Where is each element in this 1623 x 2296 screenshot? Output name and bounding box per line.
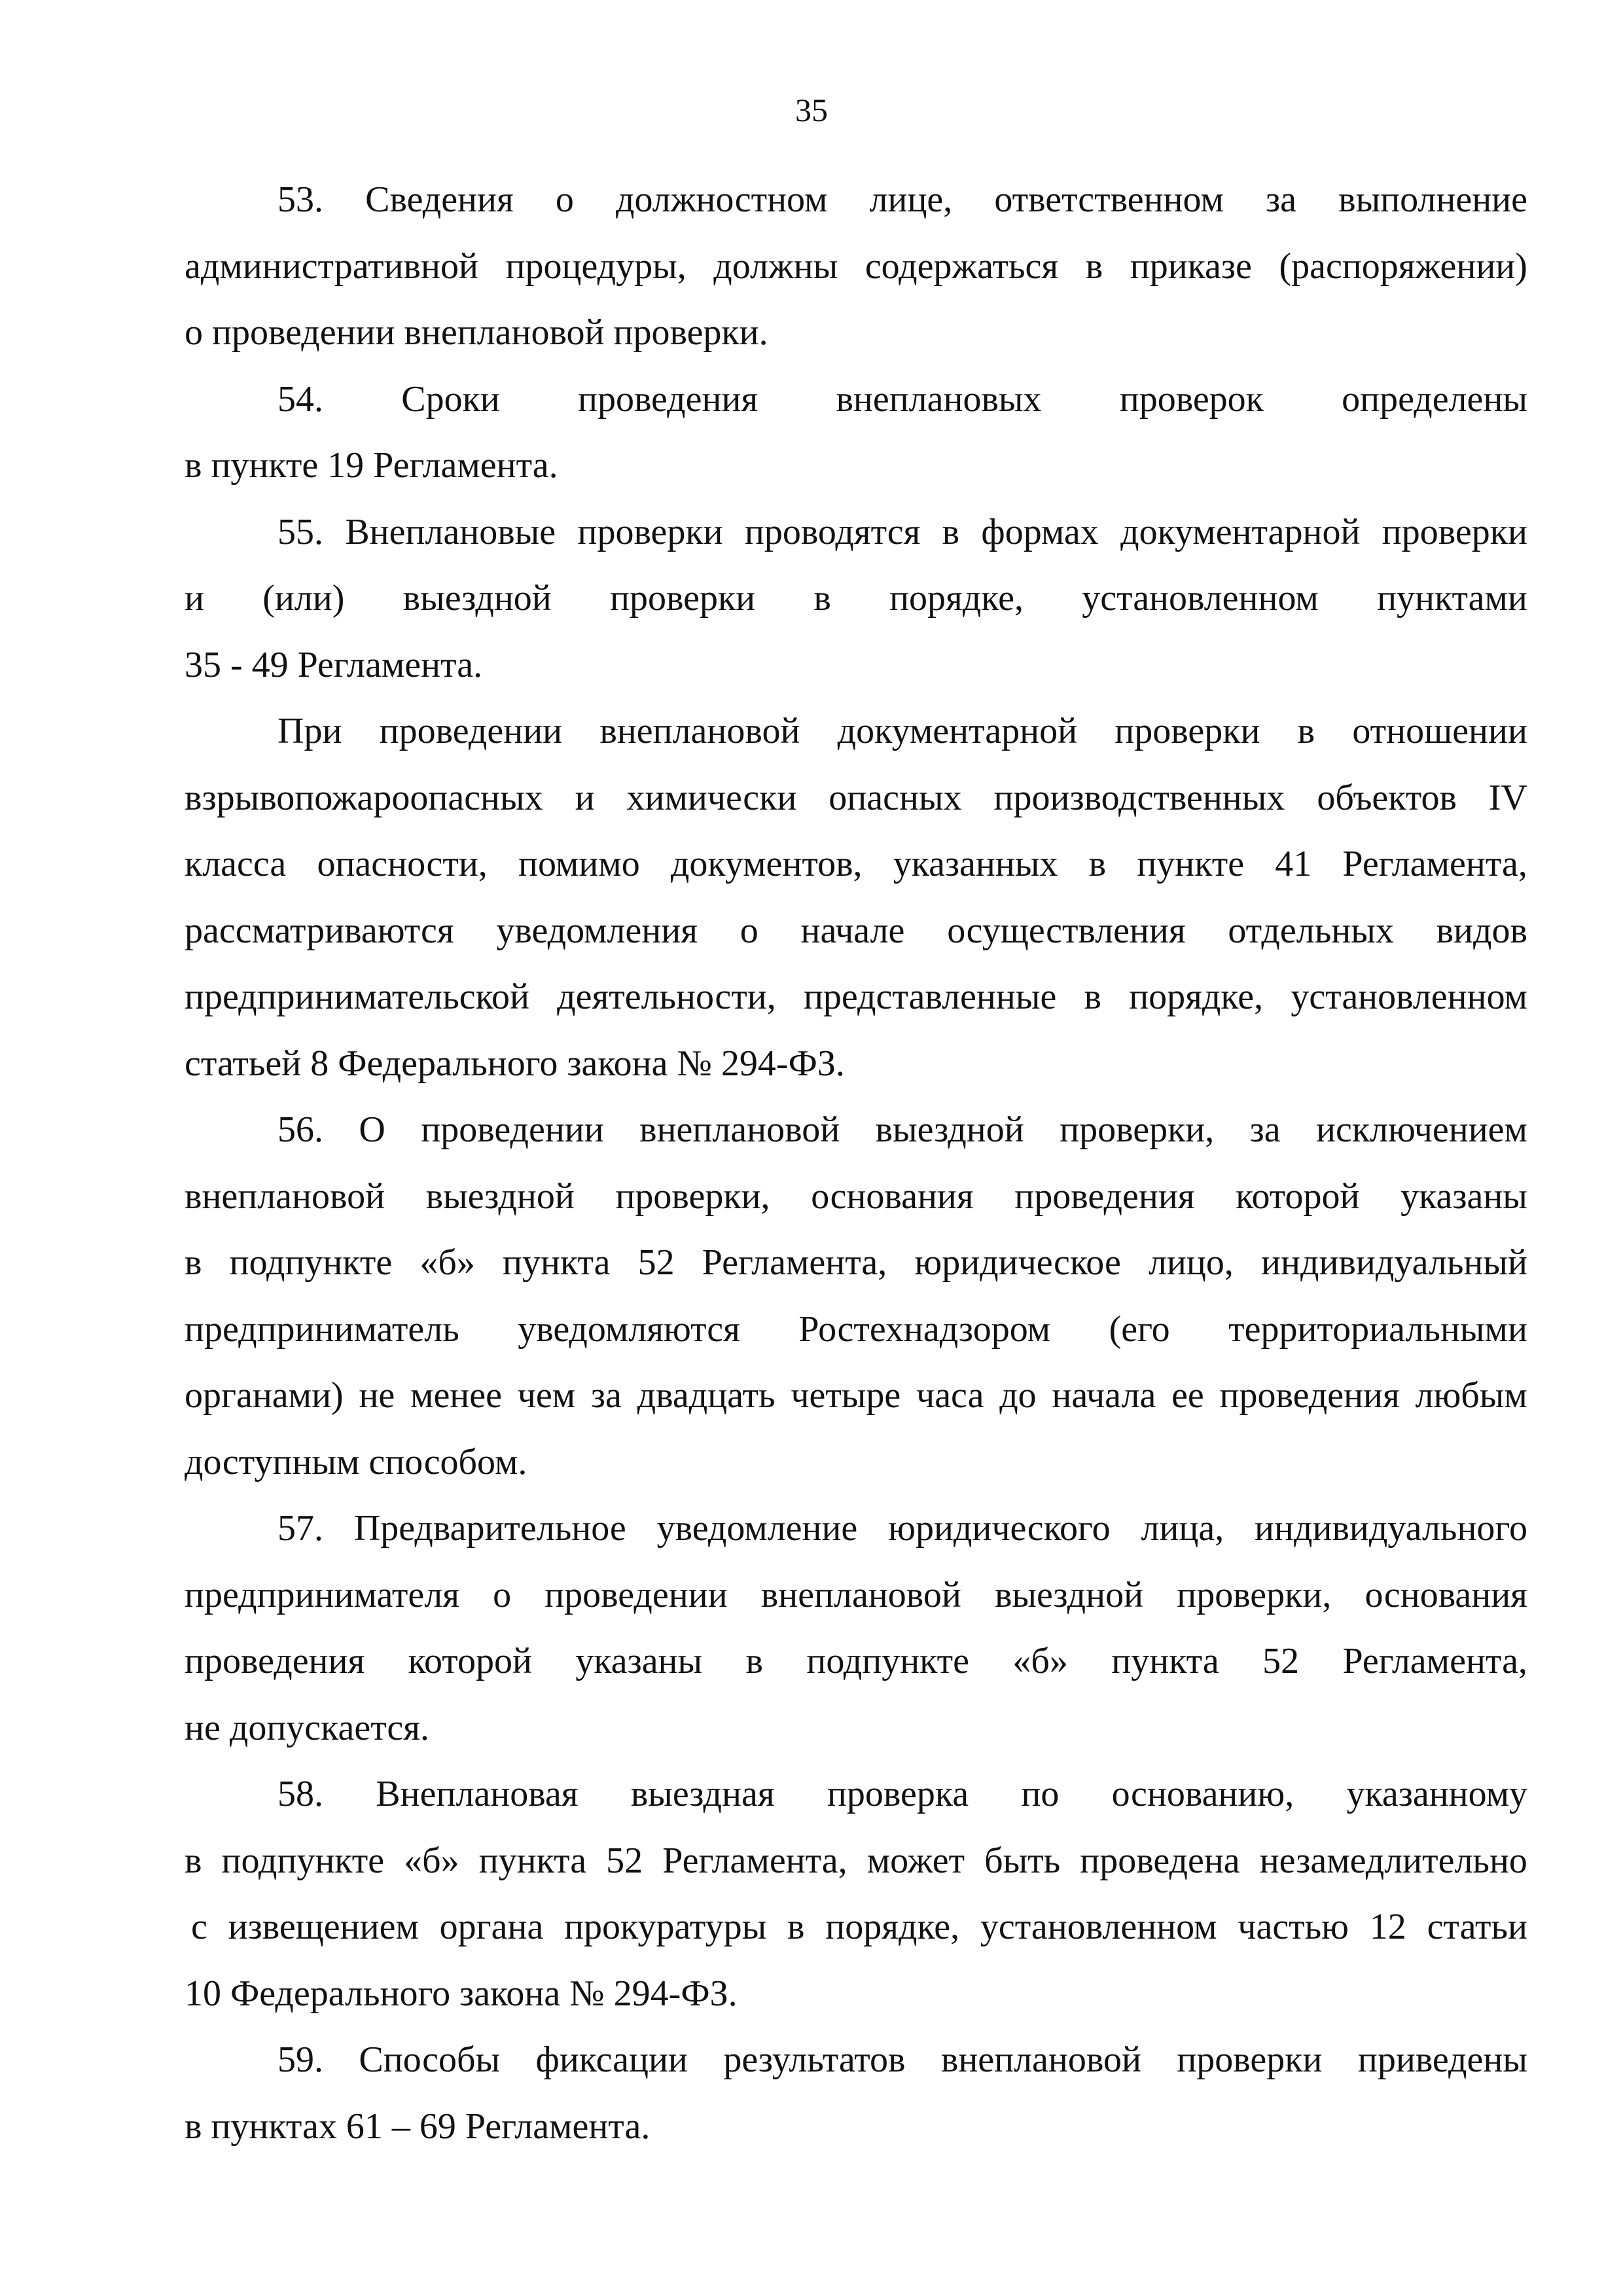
word: по (1021, 1774, 1060, 1814)
word: содержаться (865, 245, 1059, 287)
word: 52 (637, 1242, 675, 1283)
word: порядке, (1129, 977, 1264, 1017)
word: индивидуального (1255, 1508, 1527, 1549)
word: «б» (1012, 1641, 1068, 1681)
word: внеплановой (639, 1109, 840, 1150)
word: Регламента, (1342, 844, 1527, 884)
word: 58. (277, 1774, 323, 1814)
word: в (1085, 245, 1103, 287)
word: результатов (723, 2039, 906, 2080)
word: подпункте (221, 1840, 385, 1881)
word: химически (626, 777, 797, 818)
word: в (942, 511, 960, 552)
word: Регламента, (662, 1840, 847, 1881)
word: в (813, 578, 831, 619)
word: проводятся (744, 511, 921, 552)
paragraph-56 (185, 1097, 1527, 1496)
text-line (185, 831, 1527, 898)
text-line: статьей 8 Федерального закона № 294-ФЗ. (185, 1043, 845, 1084)
word: основанию, (1111, 1774, 1294, 1814)
word: о (740, 910, 758, 951)
word: 54. (277, 378, 323, 420)
word: проведения (1014, 1175, 1195, 1217)
word: деятельности, (557, 977, 776, 1017)
text-line: 10 Федерального закона № 294-ФЗ. (185, 1973, 738, 2014)
text-line (185, 1562, 1527, 1629)
word: которой (408, 1641, 532, 1681)
word: 56. (277, 1109, 323, 1150)
word: О (359, 1109, 385, 1150)
word: быть (984, 1840, 1061, 1881)
word: проверки, (615, 1175, 770, 1217)
word: лица, (1141, 1508, 1224, 1549)
word: выездной (994, 1574, 1144, 1615)
word: При (277, 711, 342, 751)
word: документов, (670, 844, 863, 884)
word: в (1084, 977, 1101, 1017)
word: территориальными (1228, 1308, 1527, 1350)
word: пункте (1137, 844, 1245, 884)
word: чем (517, 1375, 576, 1416)
word: фиксации (535, 2039, 688, 2080)
text-line (185, 698, 1527, 765)
word: формах (981, 511, 1099, 552)
word: осуществления (947, 910, 1186, 951)
word: менее (410, 1375, 502, 1416)
word: в (1088, 844, 1107, 884)
word: незамедлительно (1259, 1840, 1527, 1881)
word: часа (916, 1375, 984, 1416)
text-line (185, 1297, 1527, 1363)
paragraph-59 (185, 2027, 1527, 2160)
word: предпринимателя (185, 1574, 459, 1615)
word: уведомляются (518, 1308, 740, 1350)
word: частью (1238, 1907, 1349, 1947)
text-line: не допускается. (185, 1707, 429, 1748)
word: двадцать (637, 1375, 776, 1416)
text-line: в пунктах 61 – 69 Регламента. (185, 2106, 651, 2147)
text-line (185, 1828, 1527, 1895)
word: юридического (888, 1508, 1111, 1549)
word: о (493, 1574, 512, 1615)
word: в (185, 1840, 202, 1881)
word: и (185, 578, 204, 619)
text-line: о проведении внеплановой проверки. (185, 312, 768, 353)
word: основания (811, 1175, 974, 1217)
word: внеплановой (185, 1175, 385, 1217)
word: пунктами (1377, 578, 1527, 619)
word: административной (185, 245, 478, 287)
text-line (185, 1097, 1527, 1164)
word: порядке, (889, 578, 1024, 619)
word: четыре (791, 1375, 901, 1416)
word: индивидуальный (1261, 1242, 1527, 1283)
text-line (185, 234, 1527, 300)
text-line (185, 1761, 1527, 1828)
document-body (185, 167, 1527, 2160)
word: 53. (277, 179, 323, 220)
paragraph-55-continued (185, 698, 1527, 1097)
text-line: 35 - 49 Регламента. (185, 644, 483, 685)
text-line: в пункте 19 Регламента. (185, 445, 558, 486)
word: должны (713, 245, 838, 287)
word: определены (1342, 378, 1527, 420)
word: проверки, (1177, 1574, 1332, 1615)
word: с (191, 1907, 207, 1947)
word: порядке, (825, 1907, 960, 1947)
word: 59. (277, 2039, 323, 2080)
word: проведена (1080, 1840, 1240, 1881)
word: указаны (1400, 1175, 1527, 1217)
word: проверки (610, 578, 756, 619)
word: лице, (869, 179, 953, 220)
word: Внеплановые (345, 511, 556, 552)
text-line (185, 1164, 1527, 1230)
word: Внеплановая (376, 1774, 579, 1814)
text-line (185, 499, 1527, 566)
text-line (185, 964, 1527, 1031)
word: приказе (1130, 245, 1252, 287)
word: видов (1436, 910, 1527, 951)
word: подпункте (806, 1641, 969, 1681)
word: Регламента, (1342, 1641, 1527, 1681)
word: (распоряжении) (1279, 245, 1527, 287)
word: документарной (837, 711, 1078, 751)
word: проверки (577, 511, 723, 552)
word: внеплановой (760, 1574, 961, 1615)
word: выездная (630, 1774, 775, 1814)
word: которой (1236, 1175, 1360, 1217)
text-line (185, 1496, 1527, 1562)
word: и (575, 777, 595, 818)
word: установленном (1082, 578, 1319, 619)
word: установленном (1291, 977, 1527, 1017)
text-line (185, 898, 1527, 965)
word: Сведения (365, 179, 514, 220)
word: Предварительное (353, 1508, 626, 1549)
word: отдельных (1228, 910, 1394, 951)
word: внеплановых (836, 378, 1042, 420)
word: 12 (1369, 1907, 1406, 1947)
word: IV (1488, 777, 1527, 818)
word: Способы (359, 2039, 501, 2080)
paragraph-58 (185, 1761, 1527, 2027)
paragraph-54 (185, 367, 1527, 499)
word: в (787, 1907, 805, 1947)
word: Регламента, (702, 1242, 887, 1283)
word: 52 (606, 1840, 643, 1881)
word: за (590, 1375, 622, 1416)
word: объектов (1317, 777, 1457, 818)
text-line (185, 1628, 1527, 1695)
word: начале (800, 910, 905, 951)
word: пункта (1111, 1641, 1219, 1681)
word: «б» (419, 1242, 475, 1283)
word: рассматриваются (185, 910, 454, 951)
word: юридическое (914, 1242, 1121, 1283)
word: уведомления (496, 910, 698, 951)
word: проведения (1219, 1375, 1400, 1416)
text-line (185, 367, 1527, 433)
word: документарной (1120, 511, 1361, 552)
word: Ростехнадзором (798, 1308, 1051, 1350)
word: проведения (185, 1641, 365, 1681)
word: до (999, 1375, 1037, 1416)
word: указанному (1346, 1774, 1527, 1814)
paragraph-57 (185, 1496, 1527, 1761)
word: выездной (875, 1109, 1024, 1150)
word: опасных (829, 777, 962, 818)
word: проведения (577, 378, 758, 420)
word: Сроки (401, 378, 500, 420)
word: проведении (379, 711, 563, 751)
word: представленные (803, 977, 1057, 1017)
word: прокуратуры (564, 1907, 767, 1947)
word: проведении (421, 1109, 604, 1150)
word: извещением (228, 1907, 419, 1947)
word: отношении (1352, 711, 1527, 751)
word: пункта (478, 1840, 587, 1881)
text-line (185, 1230, 1527, 1297)
page-number: 35 (795, 92, 828, 128)
word: статьи (1427, 1907, 1527, 1947)
word: в (1297, 711, 1315, 751)
word: органами) (185, 1375, 344, 1416)
word: (его (1109, 1308, 1170, 1350)
word: проведении (544, 1574, 728, 1615)
word: уведомление (656, 1508, 858, 1549)
word: проверки (1115, 711, 1260, 751)
word: предпринимательской (185, 977, 529, 1017)
word: (или) (262, 578, 345, 619)
word: в (745, 1641, 763, 1681)
word: может (866, 1840, 965, 1881)
word: проверки (1382, 511, 1527, 552)
word: проверка (827, 1774, 969, 1814)
word: 52 (1262, 1641, 1300, 1681)
word: установленном (980, 1907, 1217, 1947)
word: любым (1415, 1375, 1527, 1416)
word: ответственном (994, 179, 1224, 220)
text-line (185, 1363, 1527, 1429)
word: органа (439, 1907, 544, 1947)
word: производственных (993, 777, 1285, 818)
word: начала (1052, 1375, 1156, 1416)
word: класса (185, 844, 287, 884)
text-line (185, 765, 1527, 832)
word: за (1266, 179, 1296, 220)
word: 55. (277, 511, 323, 552)
word: выполнение (1338, 179, 1527, 220)
word: подпункте (229, 1242, 393, 1283)
word: указаны (575, 1641, 703, 1681)
text-line: доступным способом. (185, 1441, 527, 1482)
word: исключением (1316, 1109, 1527, 1150)
text-line (185, 565, 1527, 632)
word: выездной (402, 578, 552, 619)
paragraph-55 (185, 499, 1527, 699)
word: опасности, (317, 844, 488, 884)
word: внеплановой (940, 2039, 1141, 2080)
word: проверок (1119, 378, 1264, 420)
word: 57. (277, 1508, 323, 1549)
word: внеплановой (599, 711, 800, 751)
text-line (185, 167, 1527, 234)
word: ее (1171, 1375, 1204, 1416)
word: за (1249, 1109, 1281, 1150)
word: предприниматель (185, 1308, 459, 1350)
word: в (185, 1242, 202, 1283)
word: проверки (1177, 2039, 1323, 2080)
text-line (185, 1894, 1527, 1961)
word: выездной (425, 1175, 575, 1217)
word: приведены (1357, 2039, 1527, 2080)
word: «б» (404, 1840, 459, 1881)
word: 41 (1275, 844, 1312, 884)
word: должностном (616, 179, 828, 220)
word: лицо, (1148, 1242, 1234, 1283)
word: основания (1364, 1574, 1527, 1615)
word: не (359, 1375, 395, 1416)
word: проверки, (1060, 1109, 1215, 1150)
word: взрывопожароопасных (185, 777, 543, 818)
text-line (185, 2027, 1527, 2094)
word: помимо (518, 844, 640, 884)
word: пункта (503, 1242, 611, 1283)
word: о (555, 179, 574, 220)
word: указанных (893, 844, 1058, 884)
paragraph-53 (185, 167, 1527, 367)
word: процедуры, (505, 245, 687, 287)
